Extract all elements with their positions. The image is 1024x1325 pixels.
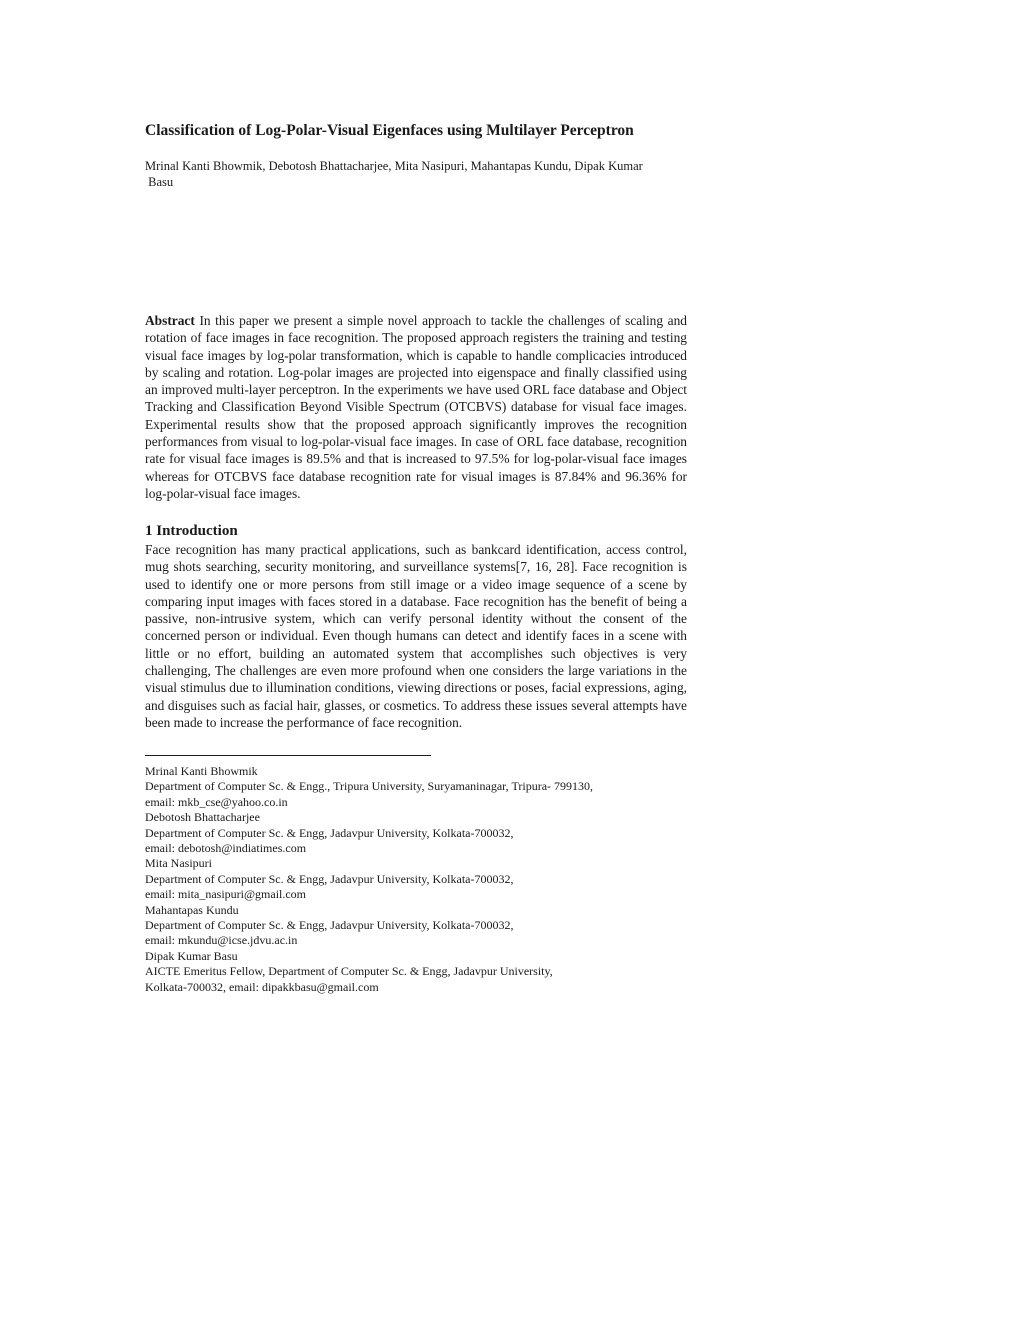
footnote-line: email: mkb_cse@yahoo.co.in [145,794,288,809]
section-body: Face recognition has many practical applications, such as bankcard identification, access control, mug shots searching, security monitoring, and surveillance systems[7, 16, 28]. Face recognition is used to identify one or more persons from still image or a video image sequence of a scene by comparing input images with faces stored in a database. Face recognition has the benefit of being a passive, non-intrusive system, which can verify personal identity without the consent of the concerned person or individual. Even though humans can detect and identify faces in a scene with little or no effort, building an automated system that accomplishes such objectives is very challenging, The challenges are even more profound when one considers the large variations in the visual stimulus due to illumination conditions, viewing directions or poses, facial expressions, aging, and disguises such as facial hair, glasses, or cosmetics. To address these issues several attempts have been made to increase the performance of face recognition. [145,542,687,730]
abstract-text: In this paper we present a simple novel approach to tackle the challenges of scaling and rotation of face images in face recognition. The proposed approach registers the training and testing visual face images by log-polar transformation, which is capable to handle complicacies introduced by scaling and rotation. Log-polar images are projected into eigenspace and finally classified using an improved multi-layer perceptron. In the experiments we have used ORL face database and Object Tracking and Classification Beyond Visible Spectrum (OTCBVS) database for visual face images. Experimental results show that the proposed approach significantly improves the recognition performances from visual to log-polar-visual face images. In case of ORL face database, recognition rate for visual face images is 89.5% and that is increased to 97.5% for log-polar-visual face images whereas for OTCBVS face database recognition rate for visual images is 87.84% and 96.36% for log-polar-visual face images. [145,313,687,501]
footnote-line: Department of Computer Sc. & Engg., Tripura University, Suryamaninagar, Tripura- 799130, [145,779,594,794]
footnote-line: Kolkata-700032, email: dipakkbasu@gmail.com [145,979,379,994]
paper-title: Classification of Log-Polar-Visual Eigenfaces using Multilayer Perceptron [145,122,634,139]
abstract-label: Abstract [145,313,195,328]
footnote-line: Department of Computer Sc. & Engg, Jadavpur University, Kolkata-700032, [145,871,514,886]
footnote-line: Mahantapas Kundu [145,902,239,917]
footnote-line: Department of Computer Sc. & Engg, Jadavpur University, Kolkata-700032, [145,918,514,933]
footnote-line: email: debotosh@indiatimes.com [145,841,307,856]
abstract [145,312,687,502]
footnote-divider [145,755,431,756]
footnote-line: AICTE Emeritus Fellow, Department of Computer Sc. & Engg, Jadavpur University, [145,964,553,979]
author-line: Basu [145,175,174,189]
footnote-line: Dipak Kumar Basu [145,948,238,963]
footnote-line: email: mkundu@icse.jdvu.ac.in [145,933,298,948]
footnote-line: Department of Computer Sc. & Engg, Jadavpur University, Kolkata-700032, [145,825,514,840]
section-heading: 1 Introduction [145,523,238,539]
footnote-line: Debotosh Bhattacharjee [145,810,260,825]
footnote-line: email: mita_nasipuri@gmail.com [145,887,307,902]
footnote-line: Mrinal Kanti Bhowmik [145,764,258,778]
author-affiliations [145,764,705,995]
footnote-line: Mita Nasipuri [145,856,212,871]
author-line: Mrinal Kanti Bhowmik, Debotosh Bhattacharjee, Mita Nasipuri, Mahantapas Kundu, Dipak Kumar [145,159,643,173]
author-list [145,158,690,190]
